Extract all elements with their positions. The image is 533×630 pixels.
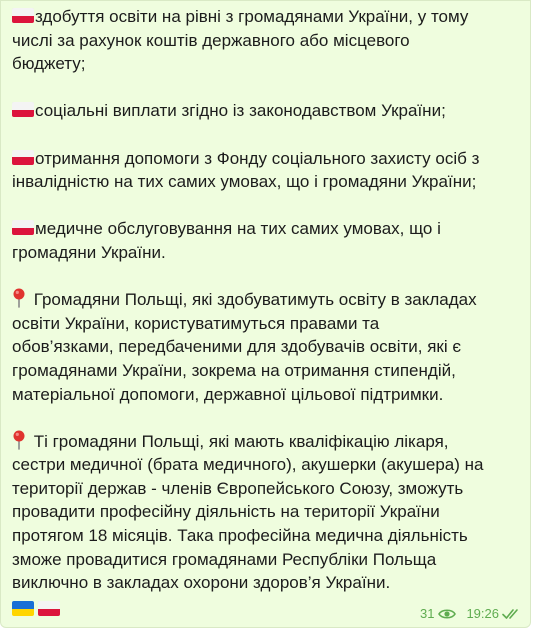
message-line [12, 359, 527, 383]
poland-flag-icon [38, 601, 60, 616]
message-line [12, 335, 527, 359]
message-paragraph [12, 288, 527, 406]
pushpin-icon [12, 430, 26, 450]
message-line-text: громадяни України. [12, 242, 166, 262]
message-line-text: громадянами України, зокрема на отримання стипендій, [12, 360, 456, 380]
ukraine-flag-icon [12, 601, 34, 616]
message-line-text: сестри медичної (брата медичного), акушерки (акушера) на [12, 455, 484, 475]
message-line-text: обов’язками, передбаченими для здобувачів освіти, які є [12, 337, 462, 357]
message-line [12, 524, 527, 548]
message-paragraph [12, 5, 527, 76]
message-paragraph [12, 99, 527, 123]
message-line [12, 99, 527, 123]
message-line-text: Громадяни Польщі, які здобуватимуть освіту в закладах [29, 290, 477, 310]
message-line [12, 29, 527, 53]
message-line-text: числі за рахунок коштів державного або місцевого [12, 30, 410, 50]
message-time: 19:26 [466, 606, 499, 621]
message-line [12, 548, 527, 572]
message-paragraph [12, 147, 527, 194]
message-line-text: інвалідністю на тих самих умовах, що і громадяни України; [12, 172, 477, 192]
message-line-text: медичне обслуговування на тих самих умовах, що і [35, 219, 441, 239]
view-count: 31 [419, 606, 435, 621]
message-line [12, 312, 527, 336]
poland-flag-icon [12, 102, 34, 117]
message-line-text: провадити професійну діяльність на території України [12, 502, 440, 522]
message-line-text: соціальні виплати згідно із законодавством України; [35, 101, 446, 121]
message-line-text: бюджету; [12, 54, 86, 74]
message-line [12, 500, 527, 524]
message-line-text: території держав - членів Європейського Союзу, зможуть [12, 478, 464, 498]
message-line [12, 453, 527, 477]
message-line-text: освіти України, користуватимуться правами та [12, 313, 380, 333]
message-paragraph [12, 217, 527, 264]
message-line [12, 288, 527, 312]
message-line-text: протягом 18 місяців. Така професійна медична діяльність [12, 526, 468, 546]
message-line [12, 571, 527, 595]
message-line-text: матеріальної допомоги, державної цільової підтримки. [12, 384, 444, 404]
double-check-icon [502, 608, 522, 620]
message-line [12, 217, 527, 241]
message-line-text: Ті громадяни Польщі, які мають кваліфікацію лікаря, [29, 431, 449, 451]
message-paragraph [12, 430, 527, 595]
closing-flags [12, 601, 61, 620]
message-meta [420, 606, 522, 621]
poland-flag-icon [12, 220, 34, 235]
eye-icon [438, 608, 456, 620]
message-line-text: виключно в закладах охорони здоров’я України. [12, 573, 391, 593]
message-line-text: отримання допомоги з Фонду соціального захисту осіб з [35, 148, 480, 168]
message-line [12, 52, 527, 76]
message-line [12, 241, 527, 265]
message-line [12, 430, 527, 454]
message-line [12, 5, 527, 29]
message-line [12, 170, 527, 194]
message-line [12, 383, 527, 407]
message-line [12, 147, 527, 171]
message-line-text: зможе провадитися громадянами Республіки Польща [12, 549, 437, 569]
message-line [12, 477, 527, 501]
pushpin-icon [12, 288, 26, 308]
message-text [12, 5, 527, 618]
message-line-text: здобуття освіти на рівні з громадянами України, у тому [35, 7, 469, 26]
poland-flag-icon [12, 150, 34, 165]
poland-flag-icon [12, 8, 34, 23]
